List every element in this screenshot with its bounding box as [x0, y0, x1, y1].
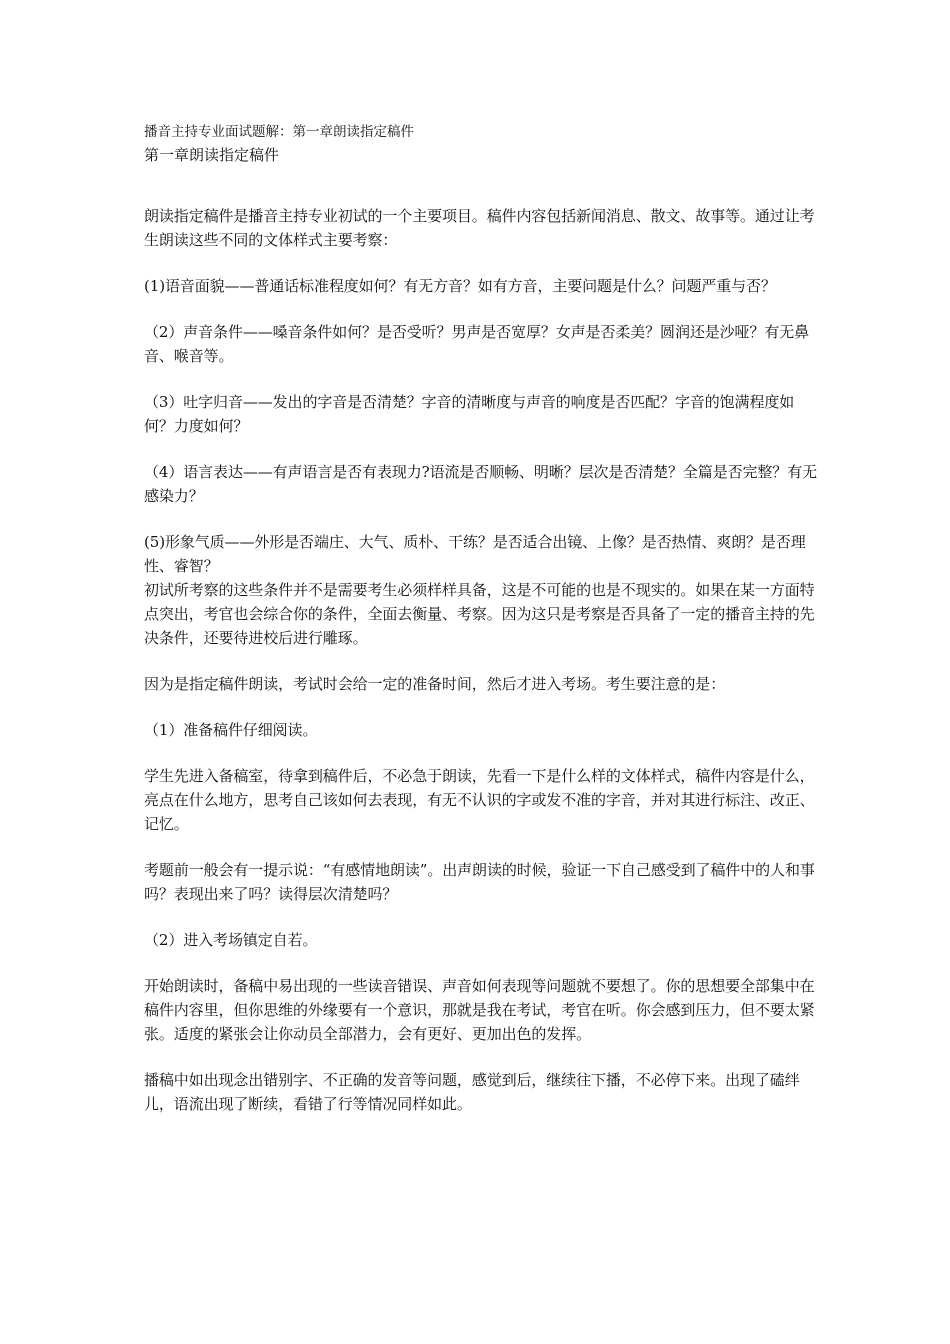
paragraph-step-2-detail: 开始朗读时，备稿中易出现的一些读音错误、声音如何表现等问题就不要想了。你的思想要全部集中在稿件内容里，但你思维的外缘要有一个意识，那就是我在考试，考官在听。你会感到压力，但不要太紧张。适度的紧张会让你动员全部潜力，会有更好、更加出色的发挥。 — [144, 977, 815, 1043]
paragraph-step-1: （1）准备稿件仔细阅读。 — [144, 721, 318, 739]
paragraph-intro: 朗读指定稿件是播音主持专业初试的一个主要项目。稿件内容包括新闻消息、散文、故事等。通过让考生朗读这些不同的文体样式主要考察： — [144, 207, 815, 249]
document-page — [144, 122, 820, 1116]
paragraph-notice: 因为是指定稿件朗读，考试时会给一定的准备时间，然后才进入考场。考生要注意的是： — [144, 675, 726, 693]
paragraph-item-1: (1)语音面貌——普通话标准程度如何？有无方音？如有方音，主要问题是什么？问题严重与否？ — [144, 277, 776, 295]
paragraph-step-2-errors: 播稿中如出现念出错别字、不正确的发音等问题，感觉到后，继续往下播，不必停下来。出现了磕绊儿，语流出现了断续，看错了行等情况同样如此。 — [144, 1071, 800, 1113]
document-header: 播音主持专业面试题解：第一章朗读指定稿件 — [144, 124, 414, 140]
paragraph-summary: 初试所考察的这些条件并不是需要考生必须样样具备，这是不可能的也是不现实的。如果在某一方面特点突出，考官也会综合你的条件，全面去衡量、考察。因为这只是考察是否具备了一定的播音主持的先决条件，还要待进校后进行雕琢。 — [144, 581, 815, 647]
paragraph-item-2: （2）声音条件——嗓音条件如何？是否受听？男声是否宽厚？女声是否柔美？圆润还是沙哑？有无鼻音、喉音等。 — [144, 323, 810, 365]
paragraph-step-1-detail: 学生先进入备稿室，待拿到稿件后，不必急于朗读，先看一下是什么样的文体样式，稿件内容是什么，亮点在什么地方，思考自己该如何去表现，有无不认识的字或发不准的字音，并对其进行标注、改正、记忆。 — [144, 767, 815, 833]
paragraph-item-3: （3）吐字归音——发出的字音是否清楚？字音的清晰度与声音的响度是否匹配？字音的饱满程度如何？力度如何？ — [144, 393, 795, 435]
paragraph-item-5: (5)形象气质——外形是否端庄、大气、质朴、干练？是否适合出镜、上像？是否热情、爽朗？是否理性、睿智？ — [144, 533, 806, 575]
paragraph-step-2: （2）进入考场镇定自若。 — [144, 931, 318, 949]
document-title: 第一章朗读指定稿件 — [144, 146, 280, 164]
paragraph-item-4: （4）语言表达——有声语言是否有表现力?语流是否顺畅、明晰？层次是否清楚？全篇是否完整？有无感染力？ — [144, 463, 817, 505]
paragraph-step-1-prompt: 考题前一般会有一提示说：“有感情地朗读”。出声朗读的时候，验证一下自己感受到了稿件中的人和事吗？表现出来了吗？读得层次清楚吗？ — [144, 861, 815, 903]
